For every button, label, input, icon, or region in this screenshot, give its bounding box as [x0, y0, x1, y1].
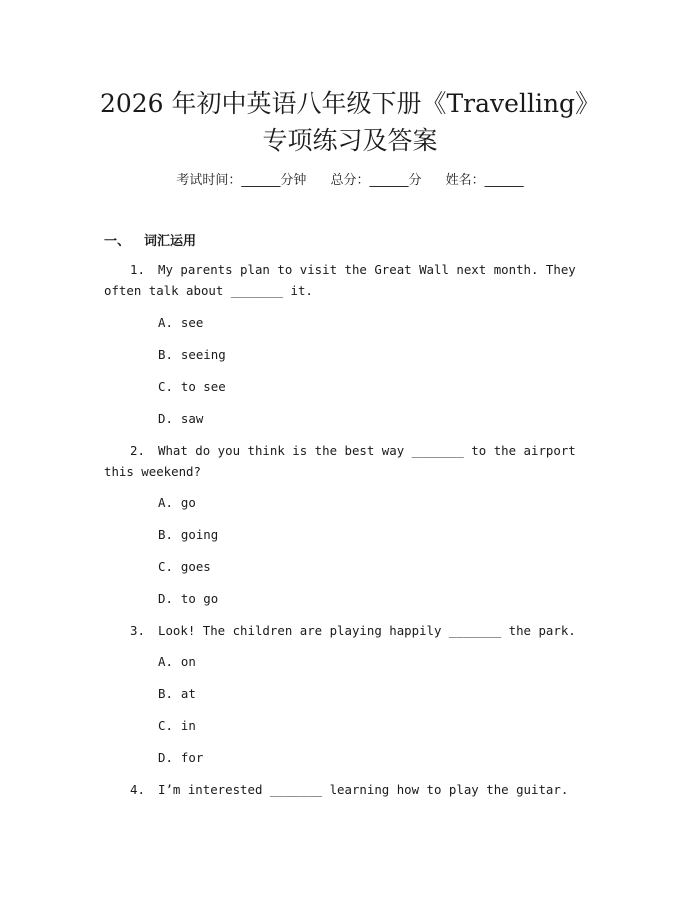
question-text: I’m interested _______ learning how to play the guitar.	[158, 782, 569, 797]
section-heading	[104, 230, 196, 249]
option-text: go	[180, 495, 196, 510]
option-text: on	[180, 654, 196, 669]
option-text: to go	[180, 591, 219, 606]
option-letter: C.	[158, 718, 173, 733]
option-text: at	[180, 686, 196, 701]
option-letter: B.	[158, 347, 173, 362]
option-text: in	[180, 718, 196, 733]
question-1-option-b	[158, 347, 226, 362]
option-letter: A.	[158, 654, 173, 669]
question-3-option-c	[158, 718, 196, 733]
option-text: see	[180, 315, 204, 330]
option-text: seeing	[180, 347, 226, 362]
option-text: for	[180, 750, 204, 765]
question-3-option-a	[158, 654, 196, 669]
question-2-option-d	[158, 591, 218, 606]
option-letter: D.	[158, 750, 173, 765]
question-number: 3.	[130, 623, 145, 638]
question-number: 1.	[130, 262, 145, 277]
student-name-field: 姓名：______	[445, 173, 524, 188]
question-2-option-b	[158, 527, 218, 542]
document-title-line-2: 专项练习及答案	[262, 126, 438, 155]
option-letter: C.	[158, 379, 173, 394]
question-text: What do you think is the best way _______ to the airport this weekend?	[104, 443, 576, 479]
question-number: 2.	[130, 443, 145, 458]
exam-meta	[0, 169, 700, 188]
option-text: saw	[180, 411, 204, 426]
option-letter: A.	[158, 495, 173, 510]
question-3-option-b	[158, 686, 196, 701]
question-text: My parents plan to visit the Great Wall next month. They often talk about _______ it.	[104, 262, 576, 298]
question-3-option-d	[158, 750, 203, 765]
question-2	[104, 440, 584, 482]
question-1-option-c	[158, 379, 226, 394]
exam-time-field: 考试时间：______分钟	[176, 173, 307, 188]
question-2-option-a	[158, 495, 196, 510]
question-2-option-c	[158, 559, 211, 574]
option-text: going	[180, 527, 219, 542]
option-letter: B.	[158, 686, 173, 701]
question-3	[104, 620, 584, 641]
question-1-option-d	[158, 411, 203, 426]
document-title-line-1: 2026 年初中英语八年级下册《Travelling》	[99, 89, 601, 118]
question-4	[104, 779, 584, 800]
question-1	[104, 259, 584, 301]
section-number: 一、	[104, 234, 131, 249]
section-title: 词汇运用	[144, 234, 197, 249]
option-text: to see	[180, 379, 226, 394]
option-letter: D.	[158, 591, 173, 606]
option-letter: D.	[158, 411, 173, 426]
option-letter: A.	[158, 315, 173, 330]
question-number: 4.	[130, 782, 145, 797]
option-letter: B.	[158, 527, 173, 542]
total-score-field: 总分：______分	[330, 173, 422, 188]
question-1-option-a	[158, 315, 203, 330]
option-letter: C.	[158, 559, 173, 574]
option-text: goes	[180, 559, 211, 574]
question-text: Look! The children are playing happily _______ the park.	[158, 623, 576, 638]
